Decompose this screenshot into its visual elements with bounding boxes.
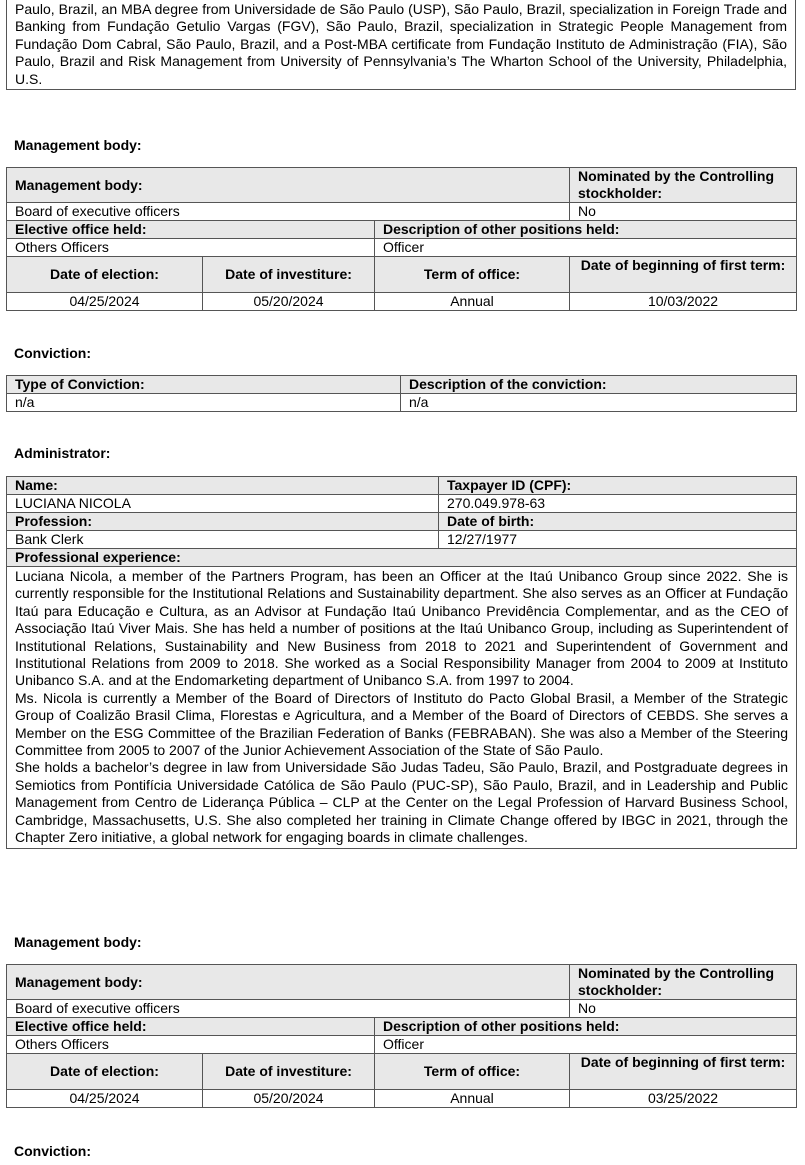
term-office-label: Term of office: bbox=[375, 1054, 570, 1090]
intro-paragraph: Paulo, Brazil, an MBA degree from Universidade de São Paulo (USP), São Paulo, Brazil, specialization in Foreign Trade and Banking from Fundação Getulio Vargas (FGV), São Paulo, Brazil, specialization in Strategic People Management from Fundação Dom Cabral, São Paulo, Brazil, and a Post-MBA certificate from Fundação Instituto de Administração (FIA), São Paulo, Brazil and Risk Management from University of Pennsylvania’s The Wharton School of the University, Philadelphia, U.S. bbox=[7, 0, 796, 90]
name-value: LUCIANA NICOLA bbox=[7, 495, 439, 513]
taxpayer-label: Taxpayer ID (CPF): bbox=[439, 477, 797, 495]
management-body-heading-1: Management body: bbox=[14, 137, 142, 153]
experience-paragraph-2: Ms. Nicola is currently a Member of the Board of Directors of Instituto do Pacto Global Brasil, a Member of the Strategic Group of Coalizão Brasil Clima, Florestas e Agricultura, and a Member of the Board of Directors of CEBDS. She serves a Member on the ESG Committee of the Brazilian Federation of Banks (FEBRABAN). She was also a Member of the Steering Committee from 2005 to 2007 of the Junior Achievement Association of the State of São Paulo. bbox=[15, 689, 788, 759]
management-body-label: Management body: bbox=[7, 168, 570, 203]
date-election-label: Date of election: bbox=[7, 257, 203, 293]
description-conviction-value: n/a bbox=[401, 394, 797, 412]
administrator-heading: Administrator: bbox=[14, 445, 111, 461]
date-election-label: Date of election: bbox=[7, 1054, 203, 1090]
elective-office-value: Others Officers bbox=[7, 239, 375, 257]
description-other-value: Officer bbox=[375, 1036, 797, 1054]
profession-label: Profession: bbox=[7, 513, 439, 531]
conviction-heading-2: Conviction: bbox=[14, 1143, 91, 1159]
date-first-term-label: Date of beginning of first term: bbox=[570, 1054, 797, 1090]
conviction-heading-1: Conviction: bbox=[14, 345, 91, 361]
date-first-term-label: Date of beginning of first term: bbox=[570, 257, 797, 293]
elective-office-label: Elective office held: bbox=[7, 1018, 375, 1036]
description-other-label: Description of other positions held: bbox=[375, 221, 797, 239]
date-investiture-label: Date of investiture: bbox=[203, 1054, 375, 1090]
term-office-value: Annual bbox=[375, 293, 570, 311]
date-birth-value: 12/27/1977 bbox=[439, 531, 797, 549]
experience-paragraph-1: Luciana Nicola, a member of the Partners Program, has been an Officer at the Itaú Unibanco Group since 2022. She is currently responsible for the Institutional Relations and Sustainability department. She also serves as an Officer at Fundação Itaú para Educação e Cultura, as an Advisor at Fundação Itaú Unibanco Previdência Complementar, and as the CEO of Associação Itaú Viver Mais. She has held a number of positions at the Itaú Unibanco Group, including as Superintendent of Institutional Relations, Sustainability and New Business from 2018 to 2021 and Superintendent of Government and Institutional Relations from 2009 to 2018. She worked as a Social Responsibility Manager from 2004 to 2009 at Instituto Unibanco S.A. and at the Endomarketing department of Unibanco S.A. from 1997 to 2004. bbox=[15, 568, 788, 689]
description-conviction-label: Description of the conviction: bbox=[401, 376, 797, 394]
description-other-label: Description of other positions held: bbox=[375, 1018, 797, 1036]
management-body-value: Board of executive officers bbox=[7, 1000, 570, 1018]
conviction-table-1 bbox=[6, 375, 796, 412]
management-body-label: Management body: bbox=[7, 965, 570, 1000]
date-birth-label: Date of birth: bbox=[439, 513, 797, 531]
date-investiture-label: Date of investiture: bbox=[203, 257, 375, 293]
description-other-value: Officer bbox=[375, 239, 797, 257]
professional-experience-label: Professional experience: bbox=[7, 549, 797, 567]
nominated-label: Nominated by the Controlling stockholder: bbox=[570, 168, 797, 203]
term-office-label: Term of office: bbox=[375, 257, 570, 293]
management-body-value: Board of executive officers bbox=[7, 203, 570, 221]
name-label: Name: bbox=[7, 477, 439, 495]
term-office-value: Annual bbox=[375, 1090, 570, 1108]
management-body-table-1 bbox=[6, 167, 796, 311]
date-election-value: 04/25/2024 bbox=[7, 1090, 203, 1108]
intro-block bbox=[6, 0, 796, 90]
experience-paragraph-3: She holds a bachelor’s degree in law from Universidade São Judas Tadeu, São Paulo, Brazil, and Postgraduate degrees in Semiotics from Pontifícia Universidade Católica de São Paulo (PUC-SP), São Paulo, Brazil, and in Leadership and Public Management from Centro de Liderança Pública – CLP at the Center on the Legal Profession of Harvard Business School, Cambridge, Massachusetts, U.S. She also completed her training in Climate Change offered by IBGC in 2021, through the Chapter Zero initiative, a global network for engaging boards in climate challenges. bbox=[15, 759, 788, 846]
date-first-term-value: 03/25/2022 bbox=[570, 1090, 797, 1108]
management-body-heading-2: Management body: bbox=[14, 934, 142, 950]
nominated-value: No bbox=[570, 1000, 797, 1018]
nominated-label: Nominated by the Controlling stockholder: bbox=[570, 965, 797, 1000]
type-conviction-label: Type of Conviction: bbox=[7, 376, 401, 394]
administrator-table bbox=[6, 476, 796, 849]
elective-office-label: Elective office held: bbox=[7, 221, 375, 239]
profession-value: Bank Clerk bbox=[7, 531, 439, 549]
date-investiture-value: 05/20/2024 bbox=[203, 1090, 375, 1108]
date-first-term-value: 10/03/2022 bbox=[570, 293, 797, 311]
taxpayer-value: 270.049.978-63 bbox=[439, 495, 797, 513]
professional-experience-text bbox=[7, 567, 797, 849]
elective-office-value: Others Officers bbox=[7, 1036, 375, 1054]
date-investiture-value: 05/20/2024 bbox=[203, 293, 375, 311]
type-conviction-value: n/a bbox=[7, 394, 401, 412]
date-election-value: 04/25/2024 bbox=[7, 293, 203, 311]
nominated-value: No bbox=[570, 203, 797, 221]
management-body-table-2 bbox=[6, 964, 796, 1108]
